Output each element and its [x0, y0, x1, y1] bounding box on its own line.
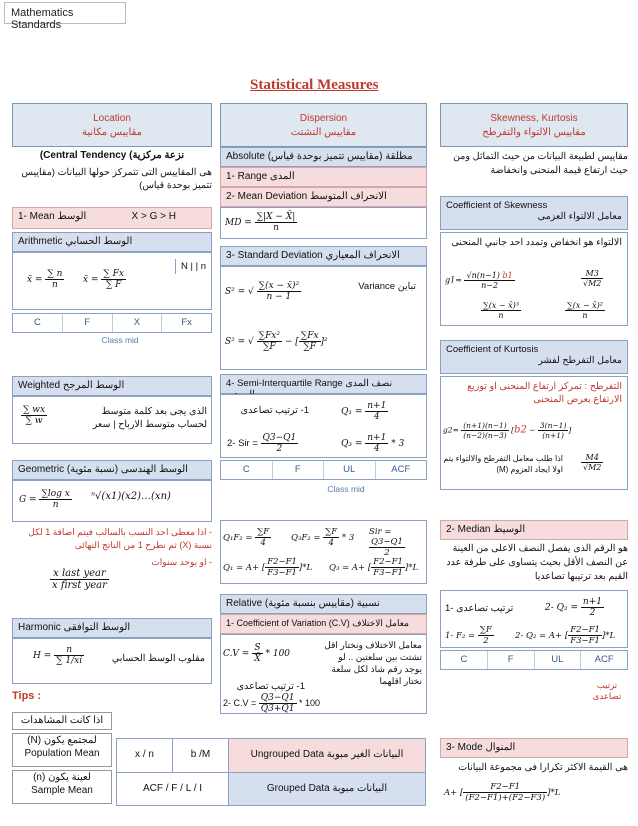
md-formula: MD = $\frac{\sum|X - X̄|}{n}$ [225, 212, 296, 233]
cv-bar: 1- Coefficient of Variation (C.V) معامل الاختلاف [220, 614, 427, 634]
relative-bar: Relative نسبية (مقاييس بنسبة مئوية) [220, 594, 427, 614]
geometric-note-1: - اذا معطى احد النسب بالسالب فيتم اضافة 1 لكل نسبة (X) ثم نطرح 1 من الناتج النهائى [28, 527, 212, 550]
q3-formula: Q₃ = $\frac{n+1}{4}$ * 3 [341, 433, 405, 454]
cv-quartile: 2- C.V = $\frac{Q3-Q1}{Q3+Q1}$ * 100 [223, 693, 321, 714]
skewness-coef-bar [440, 196, 628, 230]
page-title: Statistical Measures [250, 77, 379, 93]
m-col-ul: UL [535, 651, 582, 669]
weighted-desc: الذى يجى بعد كلمة متوسط لحساب متوسط الارباح | سعر [92, 406, 207, 430]
d-col-c: C [221, 461, 273, 479]
tip-population-ar: (N) لمجتمع يكون [27, 735, 97, 746]
cv-order: 1- ترتيب تصاعدى [236, 681, 305, 692]
mean-deviation-bar: 2- Mean Deviation الانحراف المتوسط [220, 187, 427, 207]
absolute-bar: Absolute مطلقة (مقاييس تتميز بوحدة قياس) [220, 147, 427, 167]
harmonic-desc: مقلوب الوسط الحسابي [111, 653, 205, 664]
location-title-ar: مقاييس مكانية [82, 127, 142, 138]
geometric-years-formula: $\frac{\text{x last year}}{\text{x first year}}$ [52, 568, 107, 591]
grouped-symbols: ACF / F / L / I [117, 773, 229, 805]
median-bar: 2- Median الوسيط [440, 520, 628, 540]
f2-formula: 1- F₂ = $\frac{\sum F}{2}$ [445, 625, 492, 646]
location-title: Location [93, 113, 131, 124]
skewness-title: Skewness, Kurtosis [490, 113, 578, 124]
q3f2-formula: Q₃F₂ = $\frac{\sum F}{4}$ * 3 [291, 527, 355, 548]
tip-population [12, 733, 112, 767]
d-col-ul: UL [324, 461, 376, 479]
kurtosis-title: Coefficient of Kurtosis [446, 344, 539, 355]
m4-formula: $\frac{M4}{√M2}$ [583, 453, 602, 472]
weighted-bar: Weighted الوسط المرجح [12, 376, 212, 396]
dispersion-header [220, 103, 427, 147]
ungrouped-symbols: x / n [117, 739, 173, 772]
q3-grouped-formula: Q₃ = A+ [ $\frac{F2-F1}{F3-F1}$ ]*L [329, 557, 419, 578]
g1-formula: g1= $\frac{√n(n-1) b1}{n-2}$ [445, 271, 513, 290]
g2-formula: g2= $\frac{(n+1)(n-1)}{(n-2)(n-3)}$ [b2 − $\frac{3(n-1)}{(n+1)}$ ] [443, 421, 572, 440]
q2-grouped-label: 2- Q₂ = A+ [515, 631, 563, 641]
mean-rule: X > G > H [131, 211, 176, 222]
mean-label: 1- Mean الوسط [18, 211, 87, 222]
arithmetic-formulas [12, 252, 212, 310]
grouped-label: Grouped Data البيانات مبوبة [229, 773, 425, 805]
q2-formula: 2- Q₂ = $\frac{n+1}{2}$ [545, 597, 602, 618]
mode-formula: A+ [ $\frac{F2-F1}{(F2-F1)+(F2-F3)}$ ]*L [444, 782, 561, 803]
arith-formula-1: x̄ = $\frac{\sum n}{n}$ [27, 269, 63, 290]
central-tendency-desc: هى المقاييس التى تتمركز حولها البيانات (مقاييس تتميز بوحدة قياس) [21, 167, 212, 191]
m2-moment: $\frac{\text{∑(x − x̄)²}}{n}$ [567, 301, 603, 320]
kurtosis-bar [440, 340, 628, 374]
std-bar: 3- Standard Deviation الانحراف المعياري [220, 246, 427, 266]
median-desc: هو الرقم الذى يفصل النصف الاعلى من العينة عن النصف الأقل بحيث يتساوى على طرفة عدد القيم بعد ترتيبها تصاعديا [446, 543, 628, 582]
m3-formula: $\frac{M3}{√M2}$ [583, 269, 602, 288]
skewness-coef-title: Coefficient of Skewness [446, 200, 548, 211]
sir-formula: Sir = $\frac{Q3-Q1}{2}$ [369, 527, 403, 558]
geometric-formula-2: ⁿ√(x1)(x2)…(xn) [91, 491, 171, 502]
data-type-row-2 [117, 773, 425, 805]
q1f2-formula: Q₁F₂ = $\frac{\sum F}{4}$ [223, 527, 270, 548]
col-c: C [13, 314, 63, 332]
skewness-desc: مقاييس لطبيعة البيانات من حيث التماثل ومن حيث ارتفاع قيمة المنحنى وانخفاضة [453, 151, 628, 176]
median-grid [440, 650, 628, 670]
col-x: X [113, 314, 163, 332]
m-col-acf: ACF [594, 654, 614, 665]
weighted-box [12, 396, 212, 444]
ungrouped-label: Ungrouped Data البيانات الغير مبوبة [229, 739, 425, 772]
tip-observations: اذا كانت المشاهدات [12, 712, 112, 730]
cv-note: معامل الاختلاف ونختار اقل تشتت بين سلعتين .. لو يوجد رقم شاذ لكل سلعة نختار اقلهما [324, 640, 422, 686]
f2-label: 1- F₂ = [445, 631, 476, 641]
central-tendency-title: (Central Tendency (نزعة مركزية [39, 150, 185, 161]
geometric-formula-1: G = $\frac{\text{∑log x}}{n}$ [19, 489, 70, 510]
skewness-coef-desc: الالتواء هو انخفاض وتمدد احد جانبي المنحنى [451, 237, 622, 248]
sir-label-text: 2- Sir = [227, 438, 258, 450]
q1-grouped-formula: Q₁ = A+ [ $\frac{F2-F1}{F3-F1}$ ]*L [223, 557, 313, 578]
location-grid [12, 313, 212, 333]
cv-box [220, 634, 427, 714]
std-formulas [220, 266, 427, 370]
median-order: 1- ترتيب تصاعدى [445, 603, 514, 614]
skewness-header [440, 103, 628, 147]
geometric-note-2: - او يوجد سنوات [151, 557, 212, 567]
subject-tag: Mathematics Standards [4, 2, 126, 24]
kurtosis-box [440, 376, 628, 490]
q2-label: 2- Q₂ = [545, 603, 579, 613]
mean-bar [12, 207, 212, 229]
nn-label: N | | n [175, 259, 211, 274]
range-bar: 1- Range المدى [220, 167, 427, 187]
std-formula-2: S² = √ $\frac{\text{∑Fx²}}{\sum F}$ − [ $\frac{\sum Fx}{\sum F}$ ]² [225, 331, 328, 352]
median-order-note: ترتيب تصاعدى [592, 680, 622, 701]
siqr-order: 1- ترتيب تصاعدى [240, 405, 309, 416]
siqr-box [220, 394, 427, 458]
ungrouped-symbols-2: b /M [173, 739, 229, 772]
m3-moment: $\frac{\text{∑(x − x̄)³}}{n}$ [483, 301, 519, 320]
skewness-box [440, 232, 628, 326]
kurtosis-desc: التفرطح : تمركز ارتفاع المنحنى او توزيع الارتفاع بعرض المنحنى [467, 381, 622, 405]
siqr-bar: 4- Semi-Interquartile Range نصف المدى [220, 374, 427, 394]
kurtosis-note: اذا طلب معامل التفرطح والالتواء يتم اولا ايجاد العزوم (M) [443, 454, 563, 474]
harmonic-formula: H = $\frac{n}{\sum 1/xi}$ [33, 645, 83, 666]
harmonic-bar: Harmonic الوسط التوافقى [12, 618, 212, 638]
col-f: F [63, 314, 113, 332]
dispersion-grid [220, 460, 427, 480]
std-formula-1: S² = √ $\frac{\text{∑(x − x̄)²}}{n - 1}$ [225, 281, 300, 302]
tip-population-en: Population Mean [24, 748, 100, 759]
dispersion-title-ar: مقاييس التشتت [290, 127, 357, 138]
harmonic-box [12, 638, 212, 684]
skewness-title-ar: مقاييس الالتواء والتفرطح [482, 127, 586, 138]
q2-grouped-formula: 2- Q₂ = A+ [ $\frac{F2-F1}{F3-F1}$ ]*L [515, 625, 616, 646]
data-type-row-1 [117, 739, 425, 773]
kurtosis-title-ar: معامل التفرطح لفشر [538, 355, 622, 366]
d-col-f: F [273, 461, 325, 479]
m-col-c: C [441, 651, 488, 669]
col-fx: Fx [181, 317, 192, 328]
skewness-coef-title-ar: معامل الالتواء العزمى [537, 211, 622, 222]
data-type-table [116, 738, 426, 806]
dispersion-title: Dispersion [299, 113, 348, 124]
variance-label: Variance تباين [358, 281, 416, 292]
mode-desc: هى القيمة الاكثر تكرارا فى مجموعة البيانات [458, 762, 628, 773]
weighted-formula: $\frac{\sum wx}{\sum w}$ [23, 405, 46, 426]
tip-sample-ar: (n) لعينة يكون [33, 772, 91, 783]
class-mid-note: Class mid [101, 335, 139, 345]
siqr-steps-box [220, 520, 427, 584]
tips-label: Tips : [12, 690, 42, 702]
location-header [12, 103, 212, 147]
cv-quartile-label: 2- C.V = [223, 697, 257, 708]
d-class-mid-note: Class mid [327, 484, 365, 494]
mode-bar: 3- Mode المنوال [440, 738, 628, 758]
tip-sample [12, 770, 112, 804]
cv-formula: C.V = $\frac{S}{X̄}$ * 100 [223, 643, 291, 664]
arithmetic-bar: Arithmetic الوسط الحسابي [12, 232, 212, 252]
m-col-f: F [488, 651, 535, 669]
q1-formula: Q₁ = $\frac{n+1}{4}$ [341, 401, 387, 422]
sir-label: 2- Sir = $\frac{Q3-Q1}{2}$ [227, 433, 297, 454]
geometric-formula-box [12, 480, 212, 522]
md-formula-box [220, 207, 427, 239]
geometric-bar: Geometric الوسط الهندسى (نسبة مئوية) [12, 460, 212, 480]
d-col-acf: ACF [391, 464, 411, 475]
arith-formula-2: x̄ = $\frac{\sum Fx}{\sum F}$ [83, 269, 124, 290]
tip-sample-en: Sample Mean [31, 785, 93, 796]
median-box [440, 590, 628, 648]
